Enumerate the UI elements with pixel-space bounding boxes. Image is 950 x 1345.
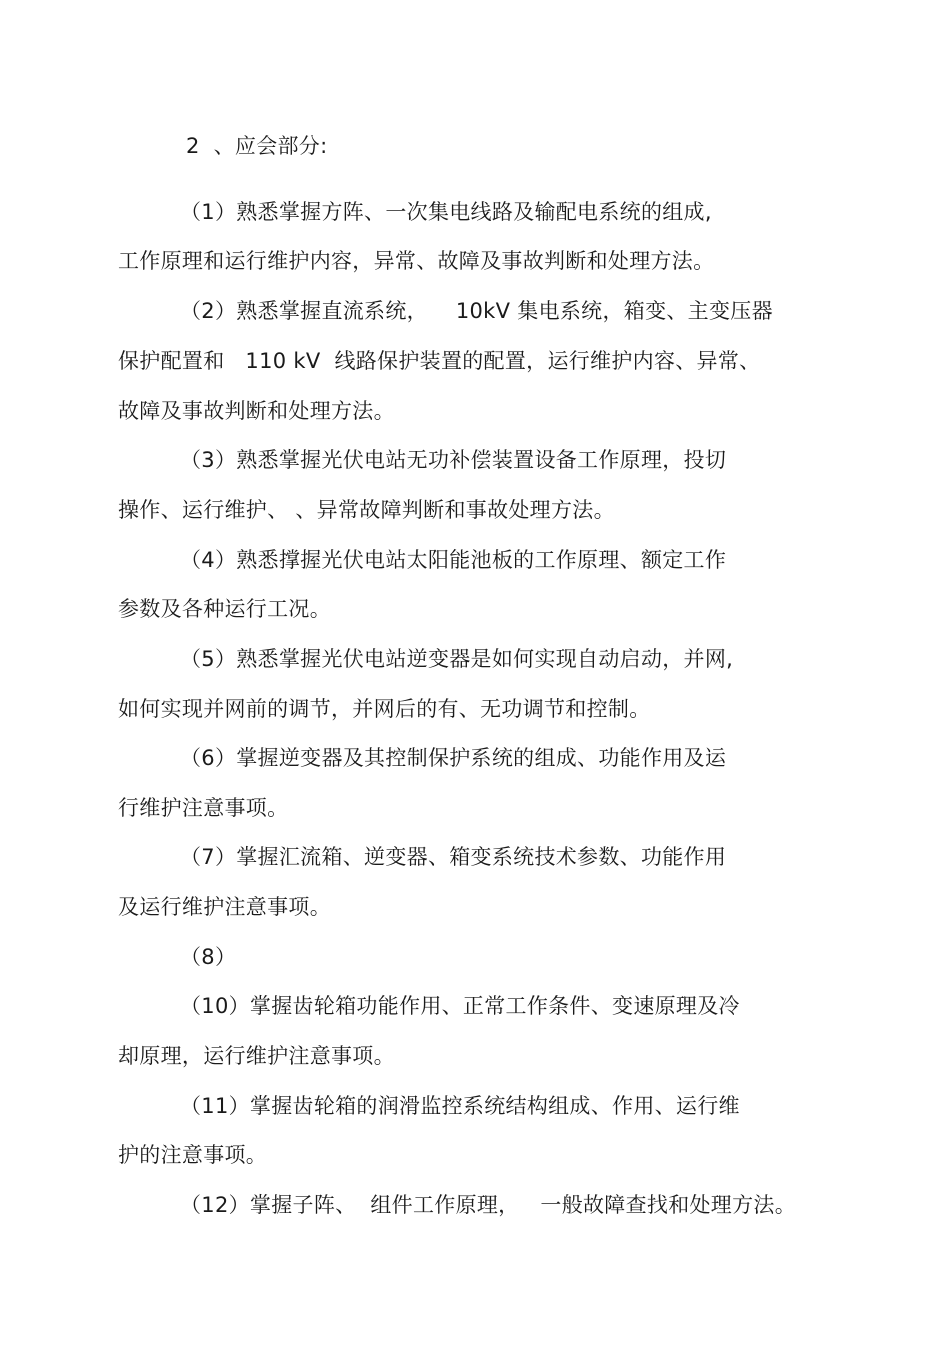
item-1-line-2: 工作原理和运行维护内容，异常、故障及事故判断和处理方法。	[118, 249, 715, 273]
item-11-line-1: （11）掌握齿轮箱的润滑监控系统结构组成、作用、运行维	[180, 1094, 740, 1118]
item-4-line-2: 参数及各种运行工况。	[118, 597, 331, 621]
item-6-line-2: 行维护注意事项。	[118, 796, 289, 820]
item-8-line-1: （8）	[180, 945, 237, 969]
item-3-line-1: （3）熟悉掌握光伏电站无功补偿装置设备工作原理，投切	[180, 448, 727, 472]
item-7-line-1: （7）掌握汇流箱、逆变器、箱变系统技术参数、功能作用	[180, 845, 727, 869]
item-10-line-1: （10）掌握齿轮箱功能作用、正常工作条件、变速原理及冷	[180, 994, 740, 1018]
item-5-line-1: （5）熟悉掌握光伏电站逆变器是如何实现自动启动，并网,	[180, 647, 734, 671]
item-3-line-2: 操作、运行维护、 、异常故障判断和事故处理方法。	[118, 498, 615, 522]
item-7-line-2: 及运行维护注意事项。	[118, 895, 331, 919]
item-1-line-1: （1）熟悉掌握方阵、一次集电线路及输配电系统的组成,	[180, 200, 712, 224]
item-12-line-1: （12）掌握子阵、 组件工作原理， 一般故障查找和处理方法。	[180, 1193, 796, 1217]
section-heading: 2 、应会部分:	[186, 134, 328, 158]
item-10-line-2: 却原理，运行维护注意事项。	[118, 1044, 395, 1068]
item-2-line-1: （2）熟悉掌握直流系统， 10kV 集电系统，箱变、主变压器	[180, 299, 773, 323]
item-5-line-2: 如何实现并网前的调节，并网后的有、无功调节和控制。	[118, 697, 651, 721]
item-11-line-2: 护的注意事项。	[118, 1143, 268, 1167]
item-2-line-3: 故障及事故判断和处理方法。	[118, 399, 395, 423]
item-6-line-1: （6）掌握逆变器及其控制保护系统的组成、功能作用及运	[180, 746, 727, 770]
item-2-line-2: 保护配置和 110 kV 线路保护装置的配置，运行维护内容、异常、	[118, 349, 761, 373]
item-4-line-1: （4）熟悉撑握光伏电站太阳能池板的工作原理、额定工作	[180, 548, 727, 572]
